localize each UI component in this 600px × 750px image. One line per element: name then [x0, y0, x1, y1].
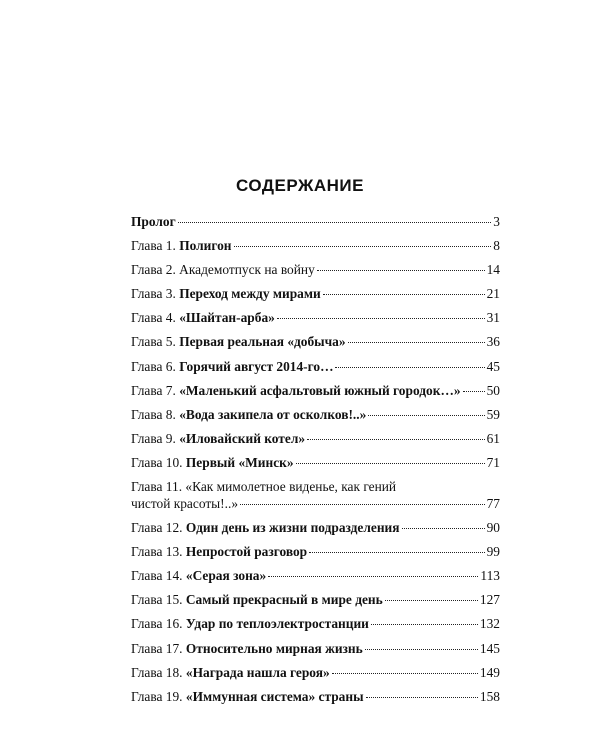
- entry-title: Горячий август 2014-го…: [179, 358, 334, 374]
- entry-title: «Иммунная система» страны: [185, 688, 364, 704]
- entry-label: [131, 330, 346, 354]
- entry-page: 31: [486, 310, 500, 326]
- dot-leader: [234, 246, 492, 247]
- entry-label: [131, 282, 321, 306]
- entry-label: [131, 564, 266, 588]
- entry-prefix: Глава 7.: [131, 382, 180, 398]
- entry-prefix: Глава 10.: [131, 454, 186, 470]
- entry-title: Первый «Минск»: [185, 454, 294, 470]
- entry-line-1: [131, 478, 500, 495]
- toc-entry-chapter-2: [131, 258, 500, 282]
- toc-entry-chapter-10: [131, 451, 500, 475]
- dot-leader: [268, 576, 478, 577]
- entry-title: «Шайтан-арба»: [179, 310, 275, 326]
- entry-prefix: Глава 18.: [131, 664, 186, 680]
- entry-prefix: Глава 11.: [131, 479, 186, 495]
- entry-page: 59: [486, 406, 500, 422]
- toc-entry-chapter-13: [131, 540, 500, 564]
- toc-entry-chapter-17: [131, 637, 500, 661]
- entry-title: Удар по теплоэлектростанции: [185, 616, 369, 632]
- toc-entry-chapter-8: [131, 403, 500, 427]
- entry-page: 77: [486, 496, 500, 512]
- dot-leader: [385, 600, 478, 601]
- entry-prefix: Глава 6.: [131, 358, 180, 374]
- entry-label: [131, 210, 176, 234]
- entry-prefix: Глава 8.: [131, 406, 180, 422]
- entry-title: Относительно мирная жизнь: [185, 640, 363, 656]
- dot-leader: [296, 463, 485, 464]
- entry-prefix: Глава 14.: [131, 568, 186, 584]
- entry-title: Первая реальная «добыча»: [179, 334, 346, 350]
- dot-leader: [463, 391, 485, 392]
- entry-prefix: Глава 15.: [131, 592, 186, 608]
- toc-entry-chapter-7: [131, 379, 500, 403]
- entry-label: [131, 540, 307, 564]
- entry-page: 149: [479, 664, 500, 680]
- dot-leader: [365, 649, 478, 650]
- entry-label: [131, 637, 363, 661]
- entry-label: [131, 516, 400, 540]
- toc-list: [131, 210, 500, 709]
- dot-leader: [348, 342, 485, 343]
- entry-label: [131, 355, 333, 379]
- entry-page: 145: [479, 640, 500, 656]
- toc-entry-chapter-14: [131, 564, 500, 588]
- toc-entry-chapter-9: [131, 427, 500, 451]
- dot-leader: [332, 673, 478, 674]
- entry-label: [131, 306, 275, 330]
- toc-entry-prologue: [131, 210, 500, 234]
- entry-page: 45: [486, 358, 500, 374]
- toc-entry-chapter-5: [131, 330, 500, 354]
- entry-label: [131, 612, 369, 636]
- entry-page: 99: [486, 544, 500, 560]
- entry-prefix: Глава 2. Академотпуск на войну: [131, 262, 315, 278]
- entry-page: 36: [486, 334, 500, 350]
- entry-page: 90: [486, 520, 500, 536]
- dot-leader: [317, 270, 485, 271]
- toc-entry-chapter-15: [131, 588, 500, 612]
- entry-prefix: Глава 4.: [131, 310, 180, 326]
- dot-leader: [368, 415, 484, 416]
- entry-title: Пролог: [131, 214, 176, 229]
- dot-leader: [178, 222, 492, 223]
- entry-prefix: Глава 9.: [131, 430, 180, 446]
- entry-prefix: Глава 17.: [131, 640, 186, 656]
- dot-leader: [307, 439, 485, 440]
- entry-page: 14: [486, 262, 500, 278]
- entry-page: 8: [493, 238, 500, 254]
- entry-page: 21: [486, 286, 500, 302]
- entry-label: [131, 661, 330, 685]
- entry-prefix: Глава 12.: [131, 520, 186, 536]
- entry-title-continued: чистой красоты!..»: [131, 496, 239, 512]
- entry-title: Самый прекрасный в мире день: [185, 592, 383, 608]
- entry-title: «Маленький асфальтовый южный городок…»: [179, 382, 461, 398]
- entry-page: 113: [480, 568, 500, 584]
- dot-leader: [371, 624, 478, 625]
- entry-page: 50: [486, 382, 500, 398]
- entry-title: «Как мимолетное виденье, как гений: [185, 479, 397, 495]
- dot-leader: [323, 294, 485, 295]
- entry-label: [131, 451, 294, 475]
- entry-prefix: Глава 19.: [131, 688, 186, 704]
- entry-label: [131, 234, 232, 258]
- entry-title: «Серая зона»: [185, 568, 267, 584]
- entry-line-2: [131, 495, 500, 512]
- toc-heading: СОДЕРЖАНИЕ: [236, 176, 364, 195]
- entry-prefix: Глава 1.: [131, 238, 180, 254]
- dot-leader: [277, 318, 485, 319]
- entry-title: Непростой разговор: [185, 544, 308, 560]
- toc-entry-chapter-6: [131, 355, 500, 379]
- entry-title: Полигон: [179, 238, 232, 254]
- entry-page: 127: [479, 592, 500, 608]
- toc-entry-chapter-3: [131, 282, 500, 306]
- entry-title: «Вода закипела от осколков!..»: [179, 406, 367, 422]
- dot-leader: [309, 552, 484, 553]
- entry-title: «Иловайский котел»: [179, 430, 306, 446]
- entry-prefix: Глава 16.: [131, 616, 186, 632]
- dot-leader: [366, 697, 478, 698]
- entry-page: 158: [479, 688, 500, 704]
- entry-prefix: Глава 3.: [131, 286, 180, 302]
- entry-title: Один день из жизни подразделения: [185, 520, 400, 536]
- entry-page: 3: [493, 214, 500, 229]
- entry-page: 71: [486, 454, 500, 470]
- entry-label: [131, 403, 366, 427]
- toc-entry-chapter-19: [131, 685, 500, 709]
- entry-label: [131, 379, 461, 403]
- entry-label: [131, 258, 315, 282]
- entry-title: Переход между мирами: [179, 286, 321, 302]
- dot-leader: [240, 504, 485, 505]
- entry-label: [131, 588, 383, 612]
- entry-label: [131, 685, 364, 709]
- toc-entry-chapter-11: [131, 475, 500, 516]
- toc-entry-chapter-16: [131, 612, 500, 636]
- entry-prefix: Глава 5.: [131, 334, 180, 350]
- entry-page: 61: [486, 430, 500, 446]
- dot-leader: [402, 528, 485, 529]
- entry-title: «Награда нашла героя»: [185, 664, 330, 680]
- toc-entry-chapter-1: [131, 234, 500, 258]
- entry-label: [131, 427, 305, 451]
- toc-entry-chapter-18: [131, 661, 500, 685]
- entry-page: 132: [479, 616, 500, 632]
- toc-entry-chapter-12: [131, 516, 500, 540]
- dot-leader: [335, 367, 484, 368]
- toc-entry-chapter-4: [131, 306, 500, 330]
- entry-prefix: Глава 13.: [131, 544, 186, 560]
